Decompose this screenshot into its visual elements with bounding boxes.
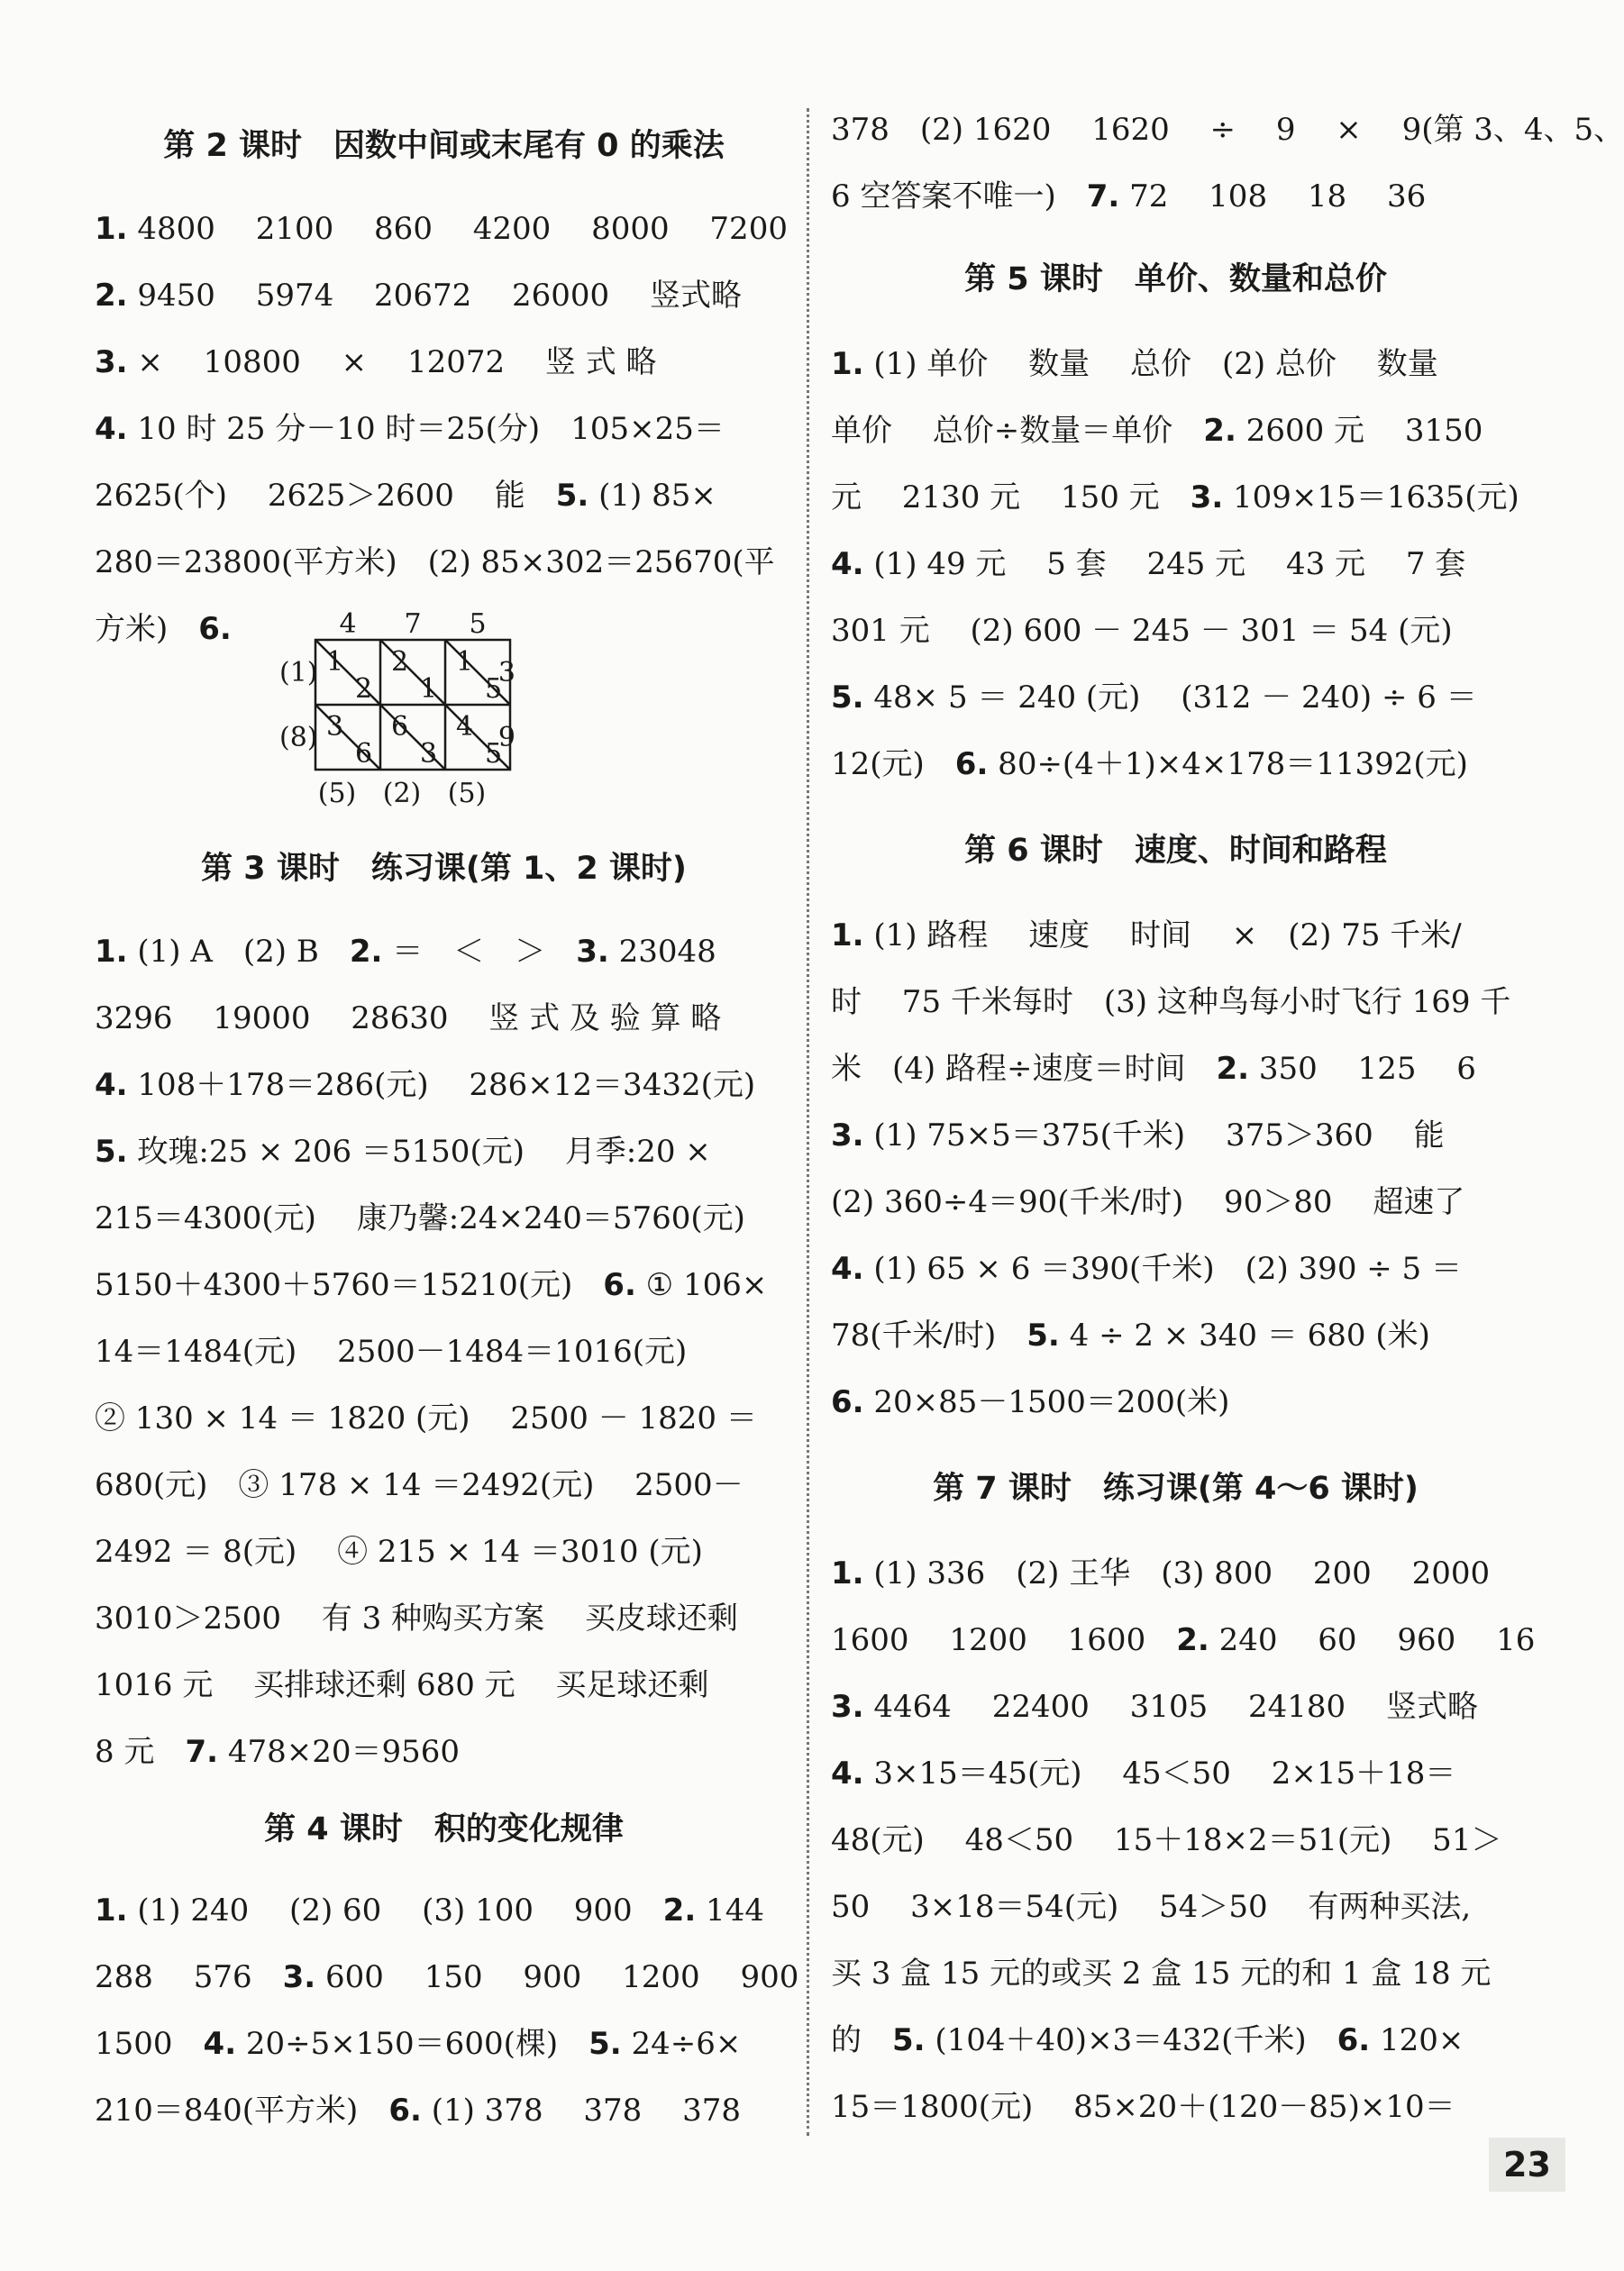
answer-line: 1. (1) A (2) B 2. ＝ ＜ ＞ 3. 23048 <box>95 934 716 970</box>
answer-line: 1. 4800 2100 860 4200 8000 7200 <box>95 211 788 247</box>
answer-line: 8 元 7. 478×20＝9560 <box>95 1734 461 1770</box>
lattice-cell-digit: 1 <box>420 673 438 705</box>
answer-line: 48(元) 48＜50 15＋18×2＝51(元) 51＞ <box>831 1822 1502 1858</box>
answer-line: 时 75 千米每时 (3) 这种鸟每小时飞行 169 千 <box>831 984 1511 1020</box>
answer-line: 3010＞2500 有 3 种购买方案 买皮球还剩 <box>95 1601 738 1637</box>
answer-line: 米 (4) 路程÷速度＝时间 2. 350 125 6 <box>831 1051 1476 1087</box>
answer-line: 1600 1200 1600 2. 240 60 960 16 <box>831 1622 1536 1658</box>
answer-line: ② 130 × 14 ＝ 1820 (元) 2500 － 1820 ＝ <box>95 1400 757 1436</box>
answer-line: 1. (1) 336 (2) 王华 (3) 800 200 2000 <box>831 1555 1491 1592</box>
answer-line: 4. 3×15＝45(元) 45＜50 2×15＋18＝ <box>831 1756 1456 1792</box>
answer-line: 1. (1) 路程 速度 时间 × (2) 75 千米/ <box>831 917 1462 953</box>
section-heading: 第 5 课时 单价、数量和总价 <box>964 261 1387 297</box>
lattice-cell-digit: 4 <box>456 711 474 743</box>
answer-line: 的 5. (104＋40)×3＝432(千米) 6. 120× <box>831 2022 1464 2058</box>
section-heading: 第 3 课时 练习课(第 1、2 课时) <box>201 851 687 887</box>
section-heading: 第 7 课时 练习课(第 4～6 课时) <box>933 1471 1419 1507</box>
lattice-bottom-digit: (5) <box>317 778 357 809</box>
lattice-cell-digit: 3 <box>326 711 344 743</box>
answer-line: 12(元) 6. 80÷(4＋1)×4×178＝11392(元) <box>831 746 1468 782</box>
answer-line: 1. (1) 单价 数量 总价 (2) 总价 数量 <box>831 346 1438 382</box>
answer-line: 50 3×18＝54(元) 54＞50 有两种买法, <box>831 1889 1472 1925</box>
section-heading: 第 4 课时 积的变化规律 <box>264 1811 624 1847</box>
lattice-cell-digit: 5 <box>485 673 503 705</box>
lattice-cell-digit: 2 <box>391 646 409 678</box>
lattice-cell-digit: 1 <box>456 646 474 678</box>
answer-line: 3. × 10800 × 12072 竖 式 略 <box>95 344 657 380</box>
answer-line: 2492 ＝ 8(元) ④ 215 × 14 ＝3010 (元) <box>95 1534 703 1570</box>
lattice-cell-digit: 6 <box>355 738 373 770</box>
answer-line: 78(千米/时) 5. 4 ÷ 2 × 340 ＝ 680 (米) <box>831 1318 1430 1354</box>
answer-line: 1500 4. 20÷5×150＝600(棵) 5. 24÷6× <box>95 2026 742 2062</box>
answer-line: 买 3 盒 15 元的或买 2 盒 15 元的和 1 盒 18 元 <box>831 1956 1492 1992</box>
lattice-top-digit: 7 <box>404 608 422 640</box>
answer-line: 15＝1800(元) 85×20＋(120－85)×10＝ <box>831 2089 1455 2125</box>
answer-line: 301 元 (2) 600 － 245 － 301 ＝ 54 (元) <box>831 613 1453 649</box>
answer-line: 210＝840(平方米) 6. (1) 378 378 378 <box>95 2093 741 2129</box>
lattice-cell-digit: 5 <box>485 738 503 770</box>
answer-line: 5150＋4300＋5760＝15210(元) 6. ① 106× <box>95 1267 768 1303</box>
answer-line: (2) 360÷4＝90(千米/时) 90＞80 超速了 <box>831 1184 1465 1220</box>
answer-line: 1016 元 买排球还剩 680 元 买足球还剩 <box>95 1667 709 1703</box>
answer-line: 元 2130 元 150 元 3. 109×15＝1635(元) <box>831 479 1519 515</box>
answer-line: 5. 48× 5 ＝ 240 (元) (312 － 240) ÷ 6 ＝ <box>831 679 1477 716</box>
lattice-top-digit: 4 <box>339 608 357 640</box>
section-heading: 第 6 课时 速度、时间和路程 <box>964 833 1387 869</box>
lattice-right-digit: 9 <box>497 722 515 753</box>
lattice-bottom-digit: (2) <box>382 778 422 809</box>
answer-line: 2625(个) 2625＞2600 能 5. (1) 85× <box>95 478 716 514</box>
answer-line: 680(元) ③ 178 × 14 ＝2492(元) 2500－ <box>95 1467 744 1503</box>
answer-line: 单价 总价÷数量＝单价 2. 2600 元 3150 <box>831 413 1483 449</box>
page-number: 23 <box>1489 2138 1565 2192</box>
lattice-cell-digit: 1 <box>326 646 344 678</box>
answer-line: 288 576 3. 600 150 900 1200 900 <box>95 1959 799 1995</box>
lattice-right-digit: 3 <box>497 657 515 689</box>
answer-line: 2. 9450 5974 20672 26000 竖式略 <box>95 278 742 314</box>
answer-line: 5. 玫瑰:25 × 206 ＝5150(元) 月季:20 × <box>95 1134 711 1170</box>
answer-line: 4. 108＋178＝286(元) 286×12＝3432(元) <box>95 1067 756 1103</box>
answer-line: 方米) 6. <box>95 611 232 647</box>
section-heading: 第 2 课时 因数中间或末尾有 0 的乘法 <box>163 128 725 164</box>
lattice-cell-digit: 2 <box>355 673 373 705</box>
lattice-top-digit: 5 <box>469 608 487 640</box>
answer-line: 3. (1) 75×5＝375(千米) 375＞360 能 <box>831 1117 1445 1154</box>
lattice-cell-digit: 3 <box>420 738 438 770</box>
lattice-cell-digit: 6 <box>391 711 409 743</box>
answer-line: 3. 4464 22400 3105 24180 竖式略 <box>831 1689 1478 1725</box>
lattice-left-label: (8) <box>279 722 318 753</box>
answer-line: 4. (1) 65 × 6 ＝390(千米) (2) 390 ÷ 5 ＝ <box>831 1251 1462 1287</box>
answer-line: 4. 10 时 25 分－10 时＝25(分) 105×25＝ <box>95 411 725 447</box>
answer-line: 6. 20×85－1500＝200(米) <box>831 1384 1230 1420</box>
answer-line: 14＝1484(元) 2500－1484＝1016(元) <box>95 1334 688 1370</box>
answer-line: 4. (1) 49 元 5 套 245 元 43 元 7 套 <box>831 546 1466 582</box>
lattice-left-label: (1) <box>279 657 318 689</box>
answer-line: 6 空答案不唯一) 7. 72 108 18 36 <box>831 178 1427 214</box>
answer-line: 378 (2) 1620 1620 ÷ 9 × 9(第 3、4、5、 <box>831 112 1624 148</box>
lattice-bottom-digit: (5) <box>447 778 487 809</box>
column-divider <box>807 108 809 2136</box>
lattice-diagram <box>279 604 514 815</box>
answer-line: 280＝23800(平方米) (2) 85×302＝25670(平 <box>95 544 775 580</box>
answer-line: 1. (1) 240 (2) 60 (3) 100 900 2. 144 <box>95 1892 764 1929</box>
answer-line: 215＝4300(元) 康乃馨:24×240＝5760(元) <box>95 1200 745 1236</box>
answer-line: 3296 19000 28630 竖 式 及 验 算 略 <box>95 1000 722 1036</box>
